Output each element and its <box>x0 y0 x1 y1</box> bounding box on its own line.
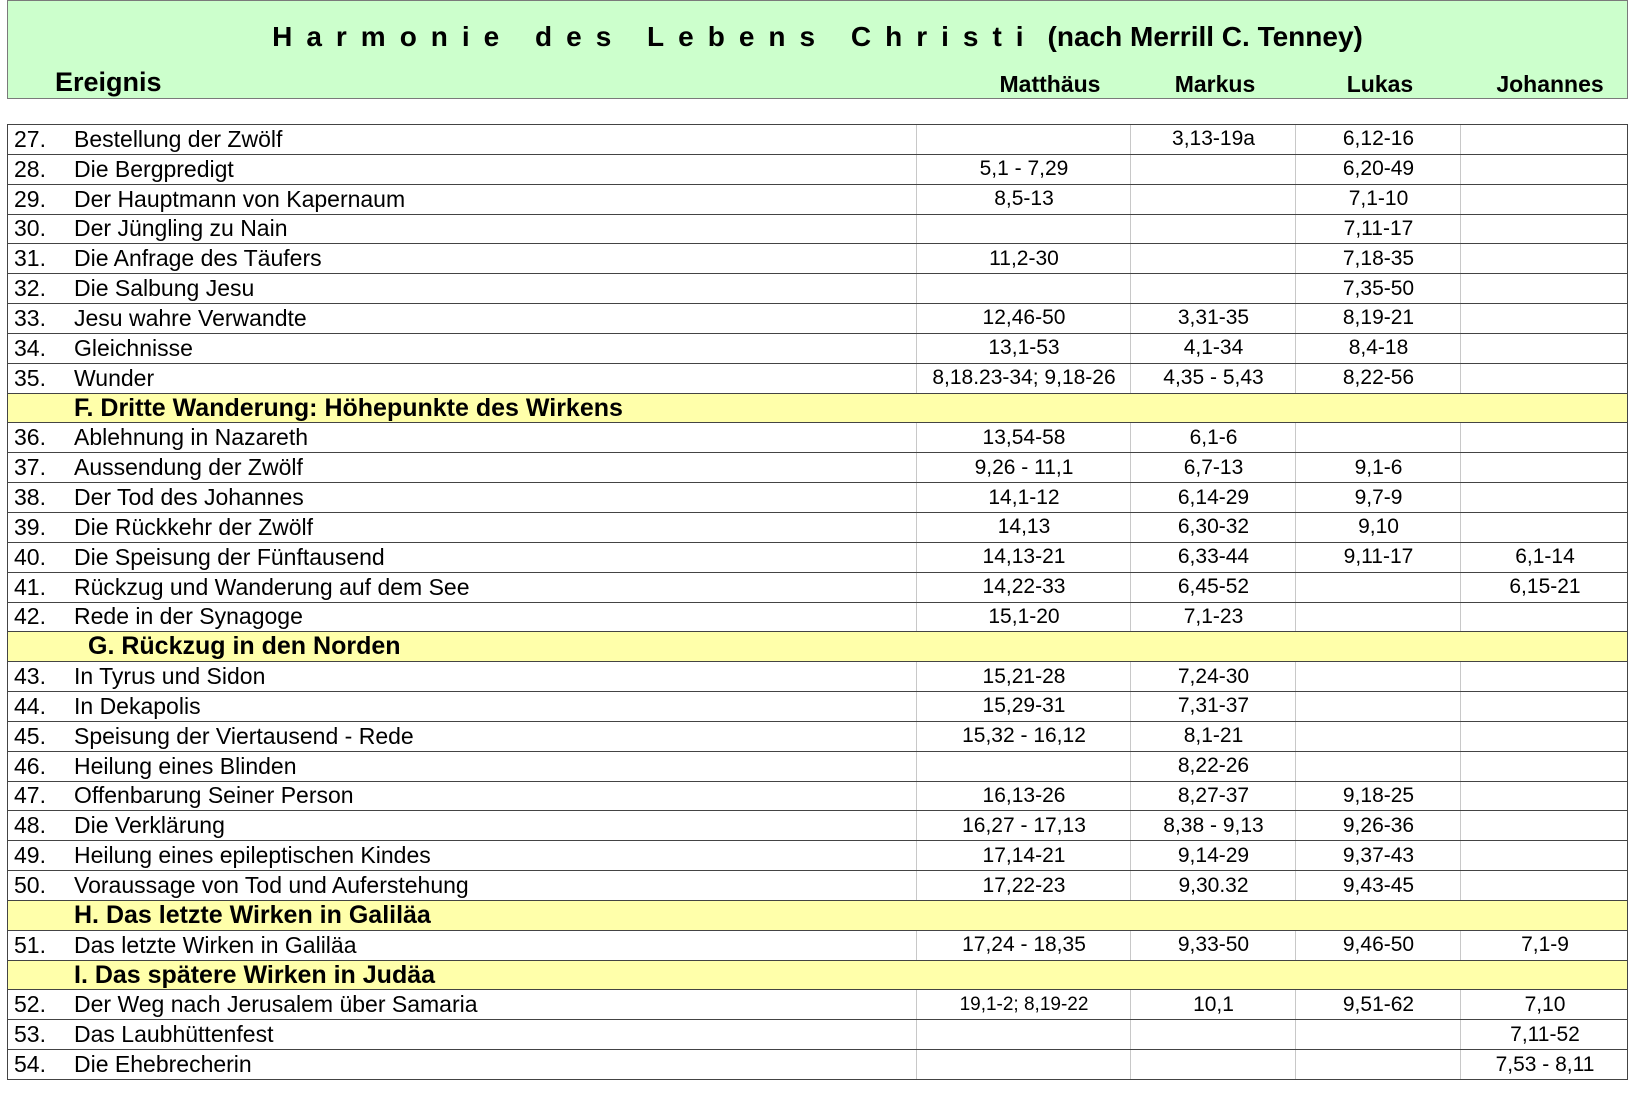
table-row <box>8 185 1627 215</box>
ref-john: 7,11-52 <box>1460 1020 1628 1049</box>
ref-luke: 7,35-50 <box>1295 274 1461 303</box>
ref-mark: 7,31-37 <box>1130 692 1296 721</box>
event-title: Das letzte Wirken in Galiläa <box>74 931 357 958</box>
event-number: 31. <box>14 245 46 272</box>
section-title: F. Dritte Wanderung: Höhepunkte des Wirkens <box>74 393 623 422</box>
event-title: Gleichnisse <box>74 334 193 361</box>
event-title: Offenbarung Seiner Person <box>74 782 354 809</box>
ref-mark <box>1130 1020 1296 1049</box>
event-number: 48. <box>14 812 46 839</box>
ref-mark <box>1130 215 1296 244</box>
table-row <box>8 782 1627 812</box>
event-title: Ablehnung in Nazareth <box>74 424 308 451</box>
ref-matthew <box>916 1050 1131 1079</box>
ref-luke: 9,7-9 <box>1295 483 1461 512</box>
table-row <box>8 931 1627 961</box>
column-header-matthew: Matthäus <box>999 71 1101 97</box>
ref-mark: 8,22-26 <box>1130 752 1296 781</box>
ref-mark: 10,1 <box>1130 990 1296 1019</box>
event-title: Heilung eines Blinden <box>74 752 297 779</box>
ref-mark <box>1130 244 1296 273</box>
table-row <box>8 274 1627 304</box>
page-title-attribution: (nach Merrill C. Tenney) <box>1047 21 1363 52</box>
ref-john <box>1460 334 1628 363</box>
ref-luke: 7,18-35 <box>1295 244 1461 273</box>
event-number: 49. <box>14 842 46 869</box>
ref-matthew: 15,29-31 <box>916 692 1131 721</box>
event-title: Rückzug und Wanderung auf dem See <box>74 573 470 600</box>
event-title: Die Rückkehr der Zwölf <box>74 513 314 540</box>
event-title: Heilung eines epileptischen Kindes <box>74 842 431 869</box>
ref-john <box>1460 782 1628 811</box>
event-title: In Dekapolis <box>74 692 201 719</box>
ref-mark: 9,30.32 <box>1130 871 1296 900</box>
table-row <box>8 603 1627 633</box>
event-number: 51. <box>14 931 46 958</box>
event-number: 53. <box>14 1021 46 1048</box>
event-title: Der Jüngling zu Nain <box>74 215 288 242</box>
ref-matthew: 16,27 - 17,13 <box>916 811 1131 840</box>
ref-john <box>1460 811 1628 840</box>
ref-luke: 9,51-62 <box>1295 990 1461 1019</box>
section-title: H. Das letzte Wirken in Galiläa <box>74 900 431 929</box>
section-title: G. Rückzug in den Norden <box>88 632 401 661</box>
table-row <box>8 752 1627 782</box>
event-title: Aussendung der Zwölf <box>74 454 303 481</box>
ref-luke <box>1295 752 1461 781</box>
ref-john <box>1460 513 1628 542</box>
ref-john <box>1460 274 1628 303</box>
ref-luke <box>1295 662 1461 691</box>
column-header-mark: Markus <box>1174 71 1256 97</box>
ref-mark <box>1130 185 1296 214</box>
event-number: 45. <box>14 722 46 749</box>
ref-john <box>1460 364 1628 393</box>
ref-matthew: 11,2-30 <box>916 244 1131 273</box>
ref-mark: 6,1-6 <box>1130 423 1296 452</box>
event-number: 35. <box>14 364 46 391</box>
ref-mark: 6,14-29 <box>1130 483 1296 512</box>
table-row <box>8 841 1627 871</box>
ref-matthew: 17,24 - 18,35 <box>916 931 1131 960</box>
ref-luke: 9,37-43 <box>1295 841 1461 870</box>
ref-mark: 3,31-35 <box>1130 304 1296 333</box>
ref-luke <box>1295 603 1461 632</box>
page-title <box>8 21 1627 53</box>
event-title: Rede in der Synagoge <box>74 603 303 630</box>
ref-mark: 7,24-30 <box>1130 662 1296 691</box>
event-number: 27. <box>14 125 46 152</box>
event-number: 37. <box>14 454 46 481</box>
event-title: Wunder <box>74 364 155 391</box>
ref-matthew: 14,13-21 <box>916 543 1131 572</box>
ref-john <box>1460 722 1628 751</box>
event-number: 46. <box>14 752 46 779</box>
column-header-event: Ereignis <box>55 67 162 97</box>
event-number: 42. <box>14 603 46 630</box>
table-row <box>8 483 1627 513</box>
event-number: 50. <box>14 872 46 899</box>
table-row <box>8 543 1627 573</box>
ref-john <box>1460 603 1628 632</box>
ref-matthew: 13,1-53 <box>916 334 1131 363</box>
ref-matthew <box>916 1020 1131 1049</box>
event-title: Die Anfrage des Täufers <box>74 245 322 272</box>
table-row <box>8 125 1627 155</box>
event-number: 52. <box>14 991 46 1018</box>
ref-luke: 6,12-16 <box>1295 125 1461 154</box>
event-title: Der Weg nach Jerusalem über Samaria <box>74 991 478 1018</box>
ref-luke: 9,46-50 <box>1295 931 1461 960</box>
event-title: Speisung der Viertausend - Rede <box>74 722 414 749</box>
ref-mark: 9,33-50 <box>1130 931 1296 960</box>
ref-john: 6,15-21 <box>1460 573 1628 602</box>
table-row <box>8 722 1627 752</box>
event-number: 54. <box>14 1051 46 1078</box>
event-title: Bestellung der Zwölf <box>74 125 283 152</box>
ref-matthew: 13,54-58 <box>916 423 1131 452</box>
ref-matthew: 9,26 - 11,1 <box>916 453 1131 482</box>
ref-mark: 6,45-52 <box>1130 573 1296 602</box>
ref-john <box>1460 423 1628 452</box>
table-row <box>8 811 1627 841</box>
section-header-row <box>8 901 1627 931</box>
ref-john: 7,53 - 8,11 <box>1460 1050 1628 1079</box>
event-title: Die Salbung Jesu <box>74 275 255 302</box>
table-row <box>8 453 1627 483</box>
ref-luke <box>1295 722 1461 751</box>
ref-luke <box>1295 1050 1461 1079</box>
ref-matthew: 15,21-28 <box>916 662 1131 691</box>
ref-luke: 9,10 <box>1295 513 1461 542</box>
table-row <box>8 871 1627 901</box>
ref-mark: 8,38 - 9,13 <box>1130 811 1296 840</box>
ref-john <box>1460 304 1628 333</box>
ref-matthew: 15,32 - 16,12 <box>916 722 1131 751</box>
section-header-row <box>8 632 1627 662</box>
ref-matthew <box>916 274 1131 303</box>
ref-matthew: 19,1-2; 8,19-22 <box>916 990 1131 1019</box>
ref-john <box>1460 244 1628 273</box>
event-title: Voraussage von Tod und Auferstehung <box>74 872 469 899</box>
ref-john <box>1460 185 1628 214</box>
event-number: 38. <box>14 484 46 511</box>
ref-mark: 9,14-29 <box>1130 841 1296 870</box>
ref-luke: 9,1-6 <box>1295 453 1461 482</box>
ref-mark <box>1130 1050 1296 1079</box>
ref-john <box>1460 125 1628 154</box>
section-header-row <box>8 961 1627 991</box>
column-header-john: Johannes <box>1496 71 1604 97</box>
ref-john <box>1460 871 1628 900</box>
event-title: Die Verklärung <box>74 812 225 839</box>
ref-john <box>1460 841 1628 870</box>
table-row <box>8 215 1627 245</box>
table-row <box>8 662 1627 692</box>
ref-luke: 6,20-49 <box>1295 155 1461 184</box>
event-number: 34. <box>14 334 46 361</box>
event-number: 43. <box>14 663 46 690</box>
event-number: 41. <box>14 573 46 600</box>
table-row <box>8 244 1627 274</box>
ref-mark: 6,33-44 <box>1130 543 1296 572</box>
section-title: I. Das spätere Wirken in Judäa <box>74 960 436 989</box>
event-number: 28. <box>14 155 46 182</box>
ref-matthew <box>916 125 1131 154</box>
ref-matthew: 8,18.23-34; 9,18-26 <box>916 364 1131 393</box>
harmony-table <box>7 124 1628 1080</box>
ref-mark <box>1130 155 1296 184</box>
ref-luke: 7,11-17 <box>1295 215 1461 244</box>
ref-mark: 8,27-37 <box>1130 782 1296 811</box>
ref-luke: 9,43-45 <box>1295 871 1461 900</box>
ref-john: 7,1-9 <box>1460 931 1628 960</box>
event-number: 39. <box>14 513 46 540</box>
ref-matthew <box>916 752 1131 781</box>
ref-luke: 9,26-36 <box>1295 811 1461 840</box>
table-row <box>8 304 1627 334</box>
ref-mark: 8,1-21 <box>1130 722 1296 751</box>
ref-john <box>1460 662 1628 691</box>
table-row <box>8 1020 1627 1050</box>
ref-luke: 8,22-56 <box>1295 364 1461 393</box>
ref-luke: 9,18-25 <box>1295 782 1461 811</box>
table-header <box>7 0 1628 99</box>
event-title: Jesu wahre Verwandte <box>74 304 307 331</box>
event-title: Der Hauptmann von Kapernaum <box>74 185 406 212</box>
ref-matthew: 14,22-33 <box>916 573 1131 602</box>
ref-mark: 6,30-32 <box>1130 513 1296 542</box>
event-number: 33. <box>14 304 46 331</box>
ref-matthew: 12,46-50 <box>916 304 1131 333</box>
event-title: Die Bergpredigt <box>74 155 234 182</box>
ref-john <box>1460 453 1628 482</box>
ref-luke <box>1295 423 1461 452</box>
event-number: 29. <box>14 185 46 212</box>
ref-matthew: 5,1 - 7,29 <box>916 155 1131 184</box>
table-row <box>8 423 1627 453</box>
event-number: 30. <box>14 215 46 242</box>
table-row <box>8 692 1627 722</box>
ref-john: 7,10 <box>1460 990 1628 1019</box>
ref-mark: 6,7-13 <box>1130 453 1296 482</box>
event-title: Der Tod des Johannes <box>74 484 304 511</box>
ref-luke: 9,11-17 <box>1295 543 1461 572</box>
ref-matthew <box>916 215 1131 244</box>
ref-mark: 3,13-19a <box>1130 125 1296 154</box>
ref-john <box>1460 483 1628 512</box>
event-number: 44. <box>14 692 46 719</box>
table-row <box>8 990 1627 1020</box>
ref-john <box>1460 752 1628 781</box>
table-row <box>8 1050 1627 1080</box>
table-row <box>8 155 1627 185</box>
ref-john: 6,1-14 <box>1460 543 1628 572</box>
ref-matthew: 17,14-21 <box>916 841 1131 870</box>
ref-mark: 4,1-34 <box>1130 334 1296 363</box>
ref-mark: 4,35 - 5,43 <box>1130 364 1296 393</box>
event-title: Die Speisung der Fünftausend <box>74 543 385 570</box>
event-number: 40. <box>14 543 46 570</box>
ref-john <box>1460 155 1628 184</box>
ref-matthew: 8,5-13 <box>916 185 1131 214</box>
table-row <box>8 334 1627 364</box>
ref-mark <box>1130 274 1296 303</box>
ref-john <box>1460 215 1628 244</box>
ref-matthew: 14,13 <box>916 513 1131 542</box>
event-number: 36. <box>14 424 46 451</box>
table-row <box>8 573 1627 603</box>
ref-matthew: 14,1-12 <box>916 483 1131 512</box>
ref-luke <box>1295 1020 1461 1049</box>
ref-mark: 7,1-23 <box>1130 603 1296 632</box>
table-row <box>8 364 1627 394</box>
page-title-main: Harmonie des Lebens Christi <box>272 21 1038 52</box>
ref-luke: 8,19-21 <box>1295 304 1461 333</box>
table-row <box>8 513 1627 543</box>
ref-matthew: 16,13-26 <box>916 782 1131 811</box>
section-header-row <box>8 394 1627 424</box>
ref-matthew: 17,22-23 <box>916 871 1131 900</box>
column-header-luke: Lukas <box>1346 71 1414 97</box>
ref-luke: 7,1-10 <box>1295 185 1461 214</box>
event-title: Das Laubhüttenfest <box>74 1021 274 1048</box>
ref-luke <box>1295 692 1461 721</box>
event-title: Die Ehebrecherin <box>74 1051 252 1078</box>
event-number: 32. <box>14 275 46 302</box>
event-number: 47. <box>14 782 46 809</box>
ref-john <box>1460 692 1628 721</box>
event-title: In Tyrus und Sidon <box>74 663 266 690</box>
ref-luke: 8,4-18 <box>1295 334 1461 363</box>
ref-luke <box>1295 573 1461 602</box>
ref-matthew: 15,1-20 <box>916 603 1131 632</box>
